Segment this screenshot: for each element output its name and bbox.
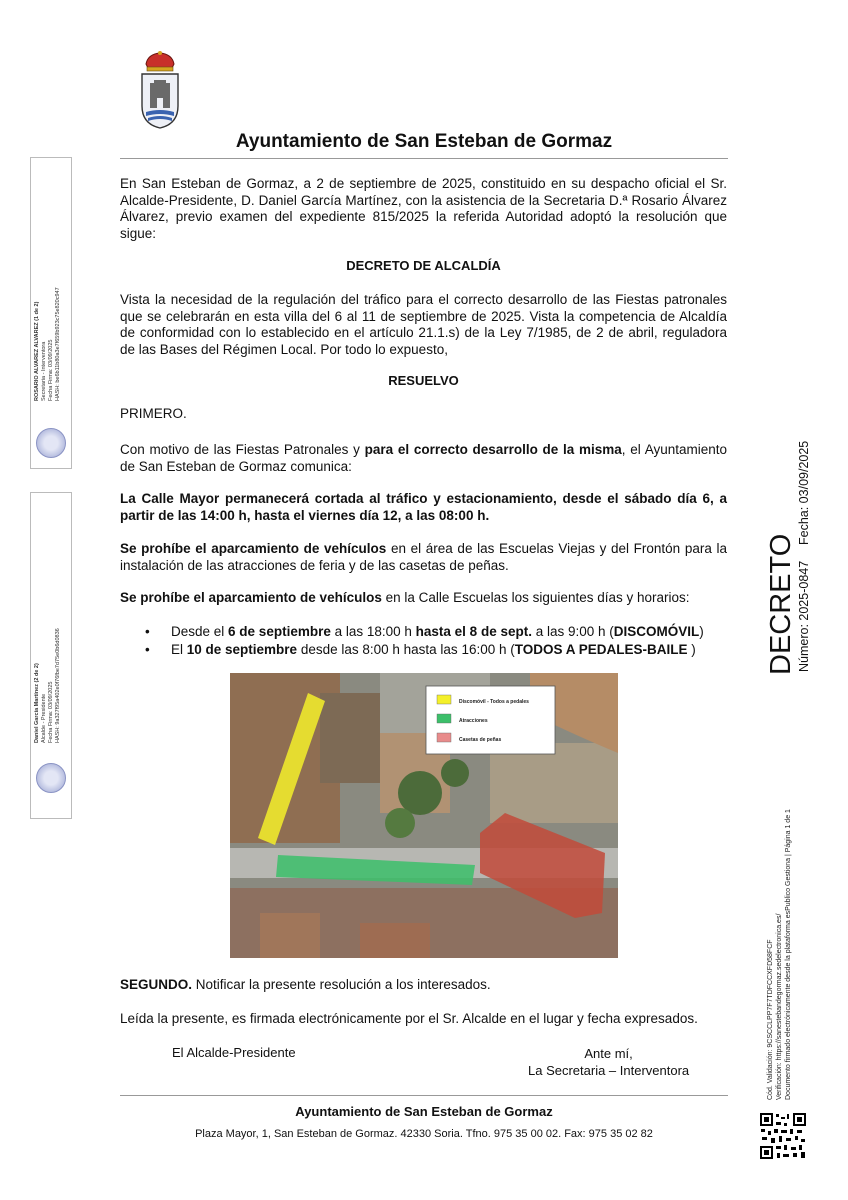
page-title: Ayuntamiento de San Esteban de Gormaz (235, 131, 613, 152)
prohibe-rest: en la Calle Escuelas los siguientes días y horarios: (381, 590, 690, 605)
legend-label: Atracciones (459, 718, 488, 724)
signature-info: Daniel García Martínez (2 de 2) Alcalde - Presidente Fecha Firma: 03/09/2025 HASH: 9a327f95a402e0f76fbe7d75e0b6d0836 (34, 628, 61, 743)
list-item-text: Desde el 6 de septiembre a las 18:00 h hasta el 8 de sept. a las 9:00 h (DISCOMÓVIL) (171, 624, 704, 639)
digital-seal-icon (36, 763, 66, 793)
signature-info: ROSARIO ALVAREZ ALVAREZ (1 de 2) Secretaria - Interventora Fecha Firma: 03/09/2025 HASH: be6b11b80a3e7f659b923c75e820c947 (34, 287, 61, 401)
prohibe-bold: Se prohíbe el aparcamiento de vehículos (120, 590, 382, 605)
signature-box-1 (30, 157, 72, 469)
qr-code-icon (759, 1112, 807, 1160)
calle-mayor-notice: La Calle Mayor permanecerá cortada al tráfico y estacionamiento, desde el sábado día 6, a partir de las 14:00 h, hasta el viernes día 12, a las 08:00 h. (120, 491, 727, 523)
decreto-number: Número: 2025-0847 (797, 560, 811, 672)
intro-paragraph: En San Esteban de Gormaz, a 2 de septiembre de 2025, constituido en su despacho oficial el Sr. Alcalde-Presidente, D. Daniel García Martínez, con la asistencia de la Secretaria D.ª Rosario Álvarez Álvarez, previo examen del expediente 815/2025 la referida Autoridad adoptó la resolución que sigue: (120, 176, 727, 241)
coat-of-arms-logo (138, 50, 182, 130)
motivo-text-1: Con motivo de las Fiestas Patronales y (120, 442, 365, 457)
signature-line: La Secretaria – Interventora (528, 1063, 690, 1078)
signature-box-2 (30, 492, 72, 819)
resuelvo-heading: RESUELVO (388, 373, 459, 388)
verification-text: Cód. Validación: 9CSCCLPP7F7TDFCCXFD58FCF Verificación: https://sanestebandegormaz.sedelectronica.es/ Documento firmado electrónicamente desde la plataforma esPublico Gestiona | Página 1 de 1 (767, 809, 792, 1100)
segundo-label: SEGUNDO. (120, 977, 193, 992)
primero-label: PRIMERO. (120, 406, 187, 421)
signature-alcalde: El Alcalde-Presidente (172, 1045, 296, 1060)
header-divider (120, 158, 728, 159)
signature-line: Ante mí, (584, 1046, 633, 1061)
footer-address: Plaza Mayor, 1, San Esteban de Gormaz. 42330 Soria. Tfno. 975 35 00 02. Fax: 975 35 02 82 (195, 1128, 653, 1140)
list-item (145, 623, 745, 641)
aerial-map (230, 673, 618, 958)
prohibe-escuelas-viejas (120, 541, 727, 574)
vista-paragraph: Vista la necesidad de la regulación del tráfico para el correcto desarrollo de las Fiestas patronales que se celebrarán en esta villa del 6 al 11 de septiembre de 2025. Vista la competencia de Alcaldía de conformidad con lo establecido en el artículo 21.1.s) de la Ley 7/1985, de 2 de abril, reguladora de las Bases del Régimen Local. Por todo lo expuesto, (120, 292, 727, 357)
list-item (145, 641, 745, 659)
legend-label: Discomóvil - Todos a pedales (459, 699, 529, 705)
map-image (230, 673, 618, 958)
signature-secretaria (528, 1045, 689, 1079)
prohibe-calle-escuelas (120, 590, 727, 607)
decreto-date: Fecha: 03/09/2025 (797, 440, 811, 545)
motivo-text-bold: para el correcto desarrollo de la misma (364, 442, 622, 457)
schedule-list (145, 623, 745, 659)
bullet-icon: • (145, 624, 150, 639)
legend-label: Casetas de peñas (459, 737, 502, 743)
segundo-paragraph (120, 977, 727, 994)
footer-divider (120, 1095, 728, 1096)
list-item-text: El 10 de septiembre desde las 8:00 h hasta las 16:00 h (TODOS A PEDALES-BAILE ) (171, 642, 696, 657)
decreto-stamp-title: DECRETO (765, 533, 797, 675)
prohibe-bold: Se prohíbe el aparcamiento de vehículos (120, 541, 387, 556)
leida-paragraph: Leída la presente, es firmada electrónicamente por el Sr. Alcalde en el lugar y fecha expresados. (120, 1011, 698, 1026)
segundo-text: Notificar la presente resolución a los interesados. (192, 977, 491, 992)
digital-seal-icon (36, 428, 66, 458)
prohibe-rest: en el área de las Escuelas Viejas y del Frontón para la instalación de las atracciones de feria y de las casetas de peñas. (120, 541, 727, 573)
motivo-paragraph (120, 442, 727, 475)
decree-heading: DECRETO DE ALCALDÍA (346, 258, 501, 273)
footer-title: Ayuntamiento de San Esteban de Gormaz (295, 1104, 553, 1119)
motivo-text-2: , el Ayuntamiento de San Esteban de Gormaz comunica: (120, 442, 727, 474)
bullet-icon: • (145, 642, 150, 657)
